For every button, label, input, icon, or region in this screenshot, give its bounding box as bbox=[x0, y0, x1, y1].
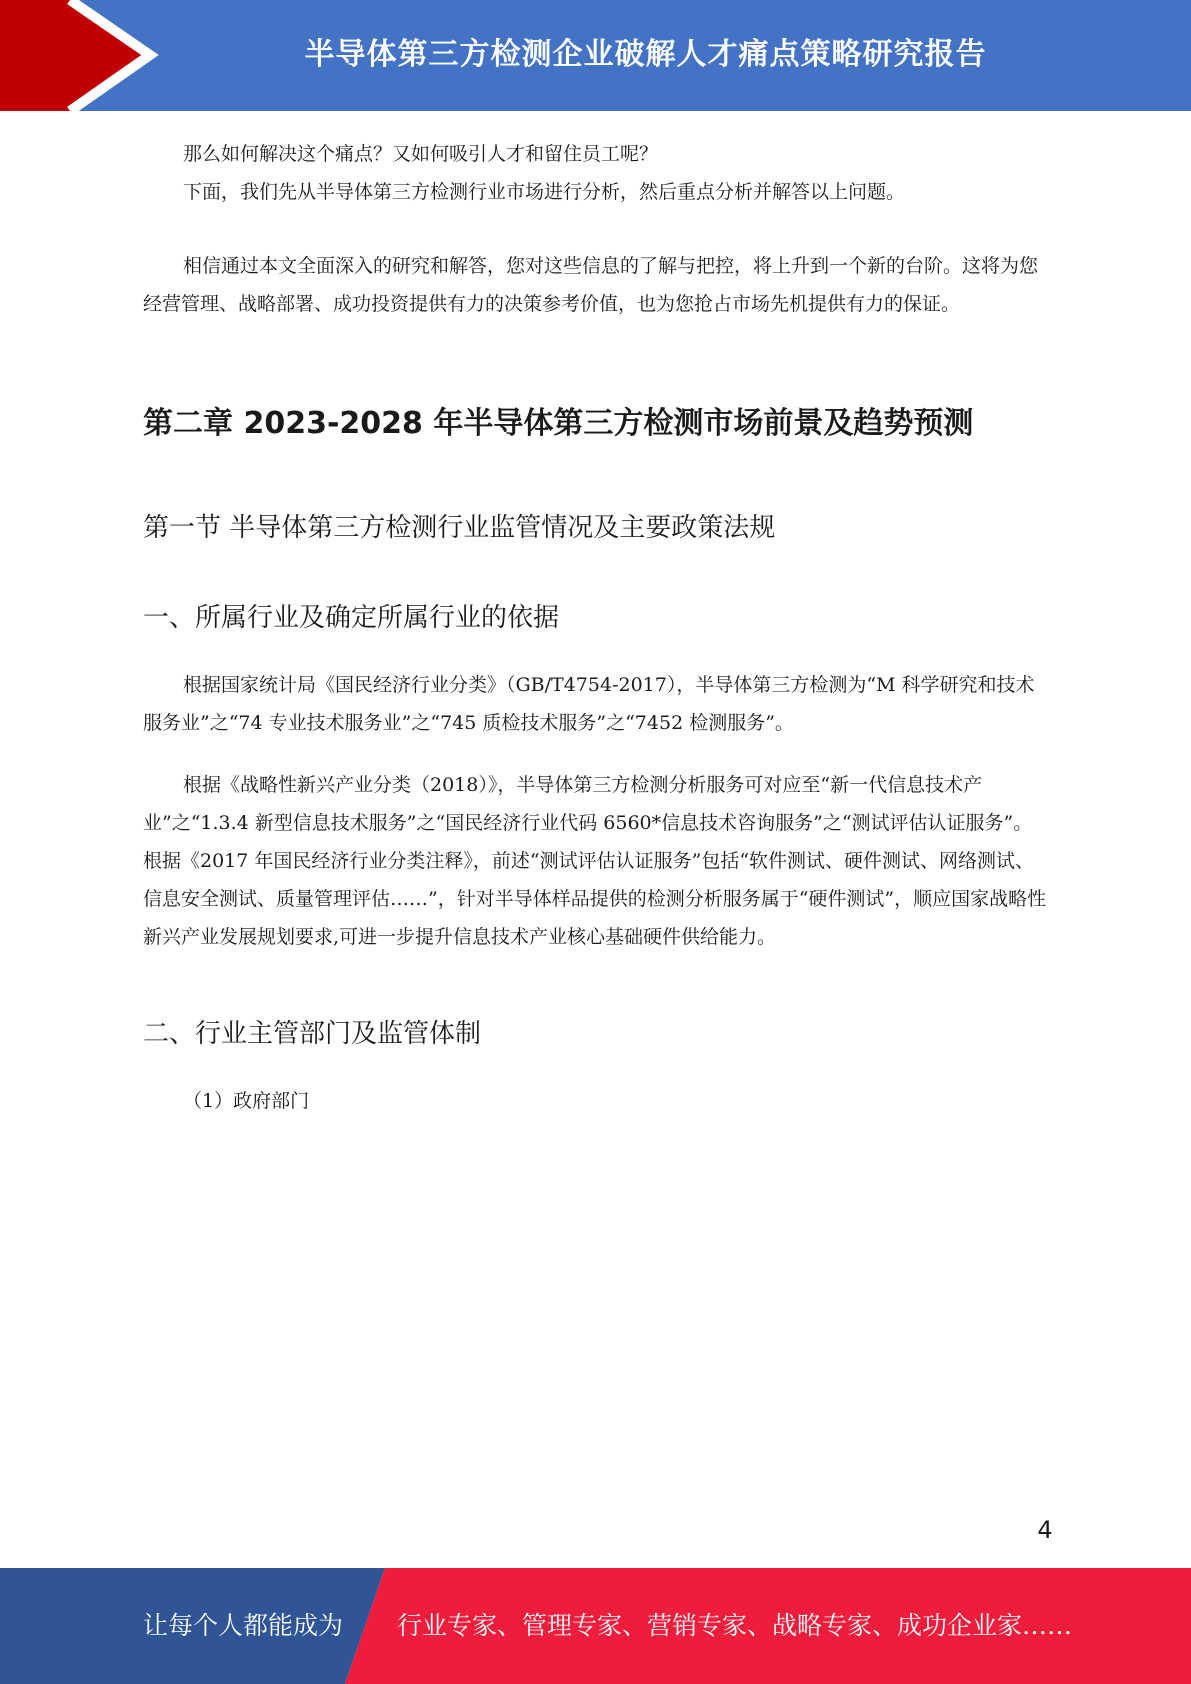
chapter-title: 第二章 2023-2028 年半导体第三方检测市场前景及趋势预测 bbox=[143, 406, 974, 441]
page-number: 4 bbox=[1037, 1516, 1053, 1544]
subsection-1-paragraph-1: 根据国家统计局《国民经济行业分类》（GB/T4754-2017），半导体第三方检测为“M 科学研究和技术服务业”之“74 专业技术服务业”之“745 质检技术服务”之“7452 检测服务”。 bbox=[143, 674, 1035, 734]
subsection-2-item-1: （1）政府部门 bbox=[183, 1090, 310, 1112]
intro-paragraph-2: 下面，我们先从半导体第三方检测行业市场进行分析，然后重点分析并解答以上问题。 bbox=[183, 181, 906, 203]
section-title: 第一节 半导体第三方检测行业监管情况及主要政策法规 bbox=[143, 513, 776, 543]
header-title: 半导体第三方检测企业破解人才痛点策略研究报告 bbox=[304, 37, 987, 72]
subsection-2-title: 二、行业主管部门及监管体制 bbox=[143, 1019, 482, 1049]
page-footer bbox=[0, 1568, 1191, 1684]
subsection-1-paragraph-2: 根据《战略性新兴产业分类（2018）》，半导体第三方检测分析服务可对应至“新一代信息技术产业”之“1.3.4 新型信息技术服务”之“国民经济行业代码 6560*信息技术咨询服务”之“测试评估认证服务”。根据《2017 年国民经济行业分类注释》，前述“测试评估认证服务”包括“软件测试、硬件测试、网络测试、信息安全测试、质量管理评估……”，针对半导体样品提供的检测分析服务属于“硬件测试”，顺应国家战略性新兴产业发展规划要求,可进一步提升信息技术产业核心基础硬件供给能力。 bbox=[143, 774, 1047, 948]
intro-paragraph-1: 那么如何解决这个痛点？又如何吸引人才和留住员工呢？ bbox=[183, 143, 659, 165]
footer-slogan-right: 行业专家、管理专家、营销专家、战略专家、成功企业家…… bbox=[397, 1611, 1073, 1640]
footer-slogan-left: 让每个人都能成为 bbox=[143, 1611, 344, 1640]
intro-paragraph-3: 相信通过本文全面深入的研究和解答，您对这些信息的了解与把控，将上升到一个新的台阶。这将为您经营管理、战略部署、成功投资提供有力的决策参考价值，也为您抢占市场先机提供有力的保证。 bbox=[143, 255, 1039, 315]
subsection-1-title: 一、所属行业及确定所属行业的依据 bbox=[143, 603, 560, 633]
page-header bbox=[0, 0, 1191, 111]
